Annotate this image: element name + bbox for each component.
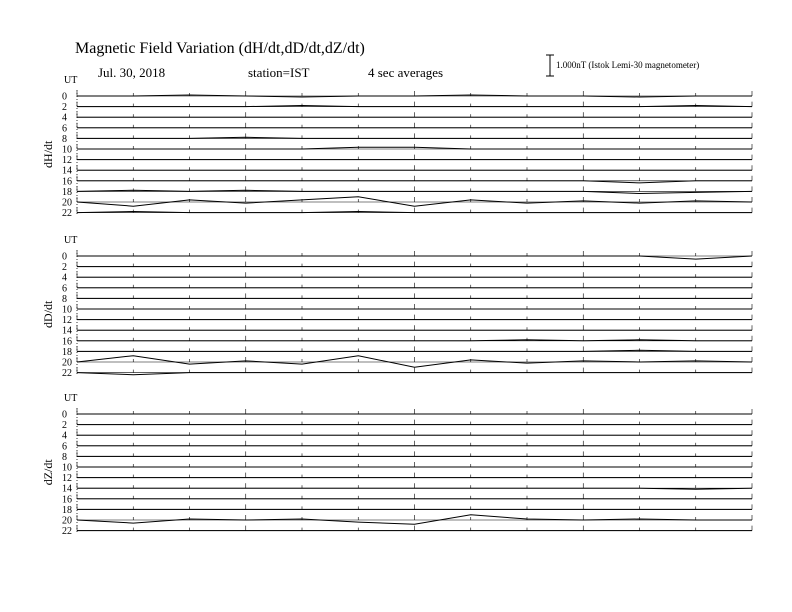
hour-label: 20 bbox=[62, 515, 72, 527]
panels-group bbox=[41, 75, 752, 537]
hour-label: 2 bbox=[62, 262, 67, 274]
scale-bar bbox=[546, 55, 554, 76]
averaging-label: 4 sec averages bbox=[368, 65, 444, 80]
hour-label: 16 bbox=[62, 336, 72, 348]
ut-axis-label: UT bbox=[64, 393, 78, 404]
hour-label: 14 bbox=[62, 325, 72, 337]
y-axis-label: dD/dt bbox=[41, 300, 55, 328]
hour-label: 10 bbox=[62, 462, 72, 474]
hour-label: 12 bbox=[62, 155, 72, 167]
hour-label: 22 bbox=[62, 208, 72, 220]
panel-1 bbox=[41, 75, 752, 219]
hour-label: 20 bbox=[62, 197, 72, 209]
hour-label: 6 bbox=[62, 123, 67, 135]
y-axis-label: dH/dt bbox=[41, 140, 55, 168]
series-line bbox=[77, 181, 752, 183]
panel-3 bbox=[41, 393, 752, 537]
ut-axis-label: UT bbox=[64, 75, 78, 86]
hour-label: 22 bbox=[62, 368, 72, 380]
scale-label: 1.000nT (Istok Lemi-30 magnetometer) bbox=[556, 60, 700, 70]
hour-label: 18 bbox=[62, 346, 72, 358]
station-label: station=IST bbox=[248, 65, 310, 80]
series-line bbox=[77, 256, 752, 259]
hour-label: 14 bbox=[62, 165, 72, 177]
hour-label: 6 bbox=[62, 441, 67, 453]
y-axis-label: dZ/dt bbox=[41, 459, 55, 486]
hour-label: 6 bbox=[62, 283, 67, 295]
ut-axis-label: UT bbox=[64, 235, 78, 246]
hour-label: 12 bbox=[62, 315, 72, 327]
hour-label: 8 bbox=[62, 133, 67, 145]
hour-label: 16 bbox=[62, 494, 72, 506]
hour-label: 10 bbox=[62, 144, 72, 156]
hour-label: 22 bbox=[62, 526, 72, 538]
hour-label: 4 bbox=[62, 112, 67, 124]
hour-label: 14 bbox=[62, 483, 72, 495]
hour-label: 18 bbox=[62, 504, 72, 516]
hour-label: 16 bbox=[62, 176, 72, 188]
hour-label: 4 bbox=[62, 272, 67, 284]
hour-label: 2 bbox=[62, 420, 67, 432]
hour-label: 0 bbox=[62, 251, 67, 263]
chart-title: Magnetic Field Variation (dH/dt,dD/dt,dZ/dt) bbox=[75, 40, 365, 57]
panel-2 bbox=[41, 235, 752, 379]
hour-label: 2 bbox=[62, 102, 67, 114]
hour-label: 0 bbox=[62, 409, 67, 421]
hour-label: 8 bbox=[62, 451, 67, 463]
series-line bbox=[77, 373, 752, 375]
date-label: Jul. 30, 2018 bbox=[98, 65, 166, 80]
hour-label: 8 bbox=[62, 293, 67, 305]
hour-label: 4 bbox=[62, 430, 67, 442]
hour-label: 0 bbox=[62, 91, 67, 103]
hour-label: 10 bbox=[62, 304, 72, 316]
hour-label: 18 bbox=[62, 186, 72, 198]
hour-label: 20 bbox=[62, 357, 72, 369]
hour-label: 12 bbox=[62, 473, 72, 485]
series-line bbox=[77, 488, 752, 489]
